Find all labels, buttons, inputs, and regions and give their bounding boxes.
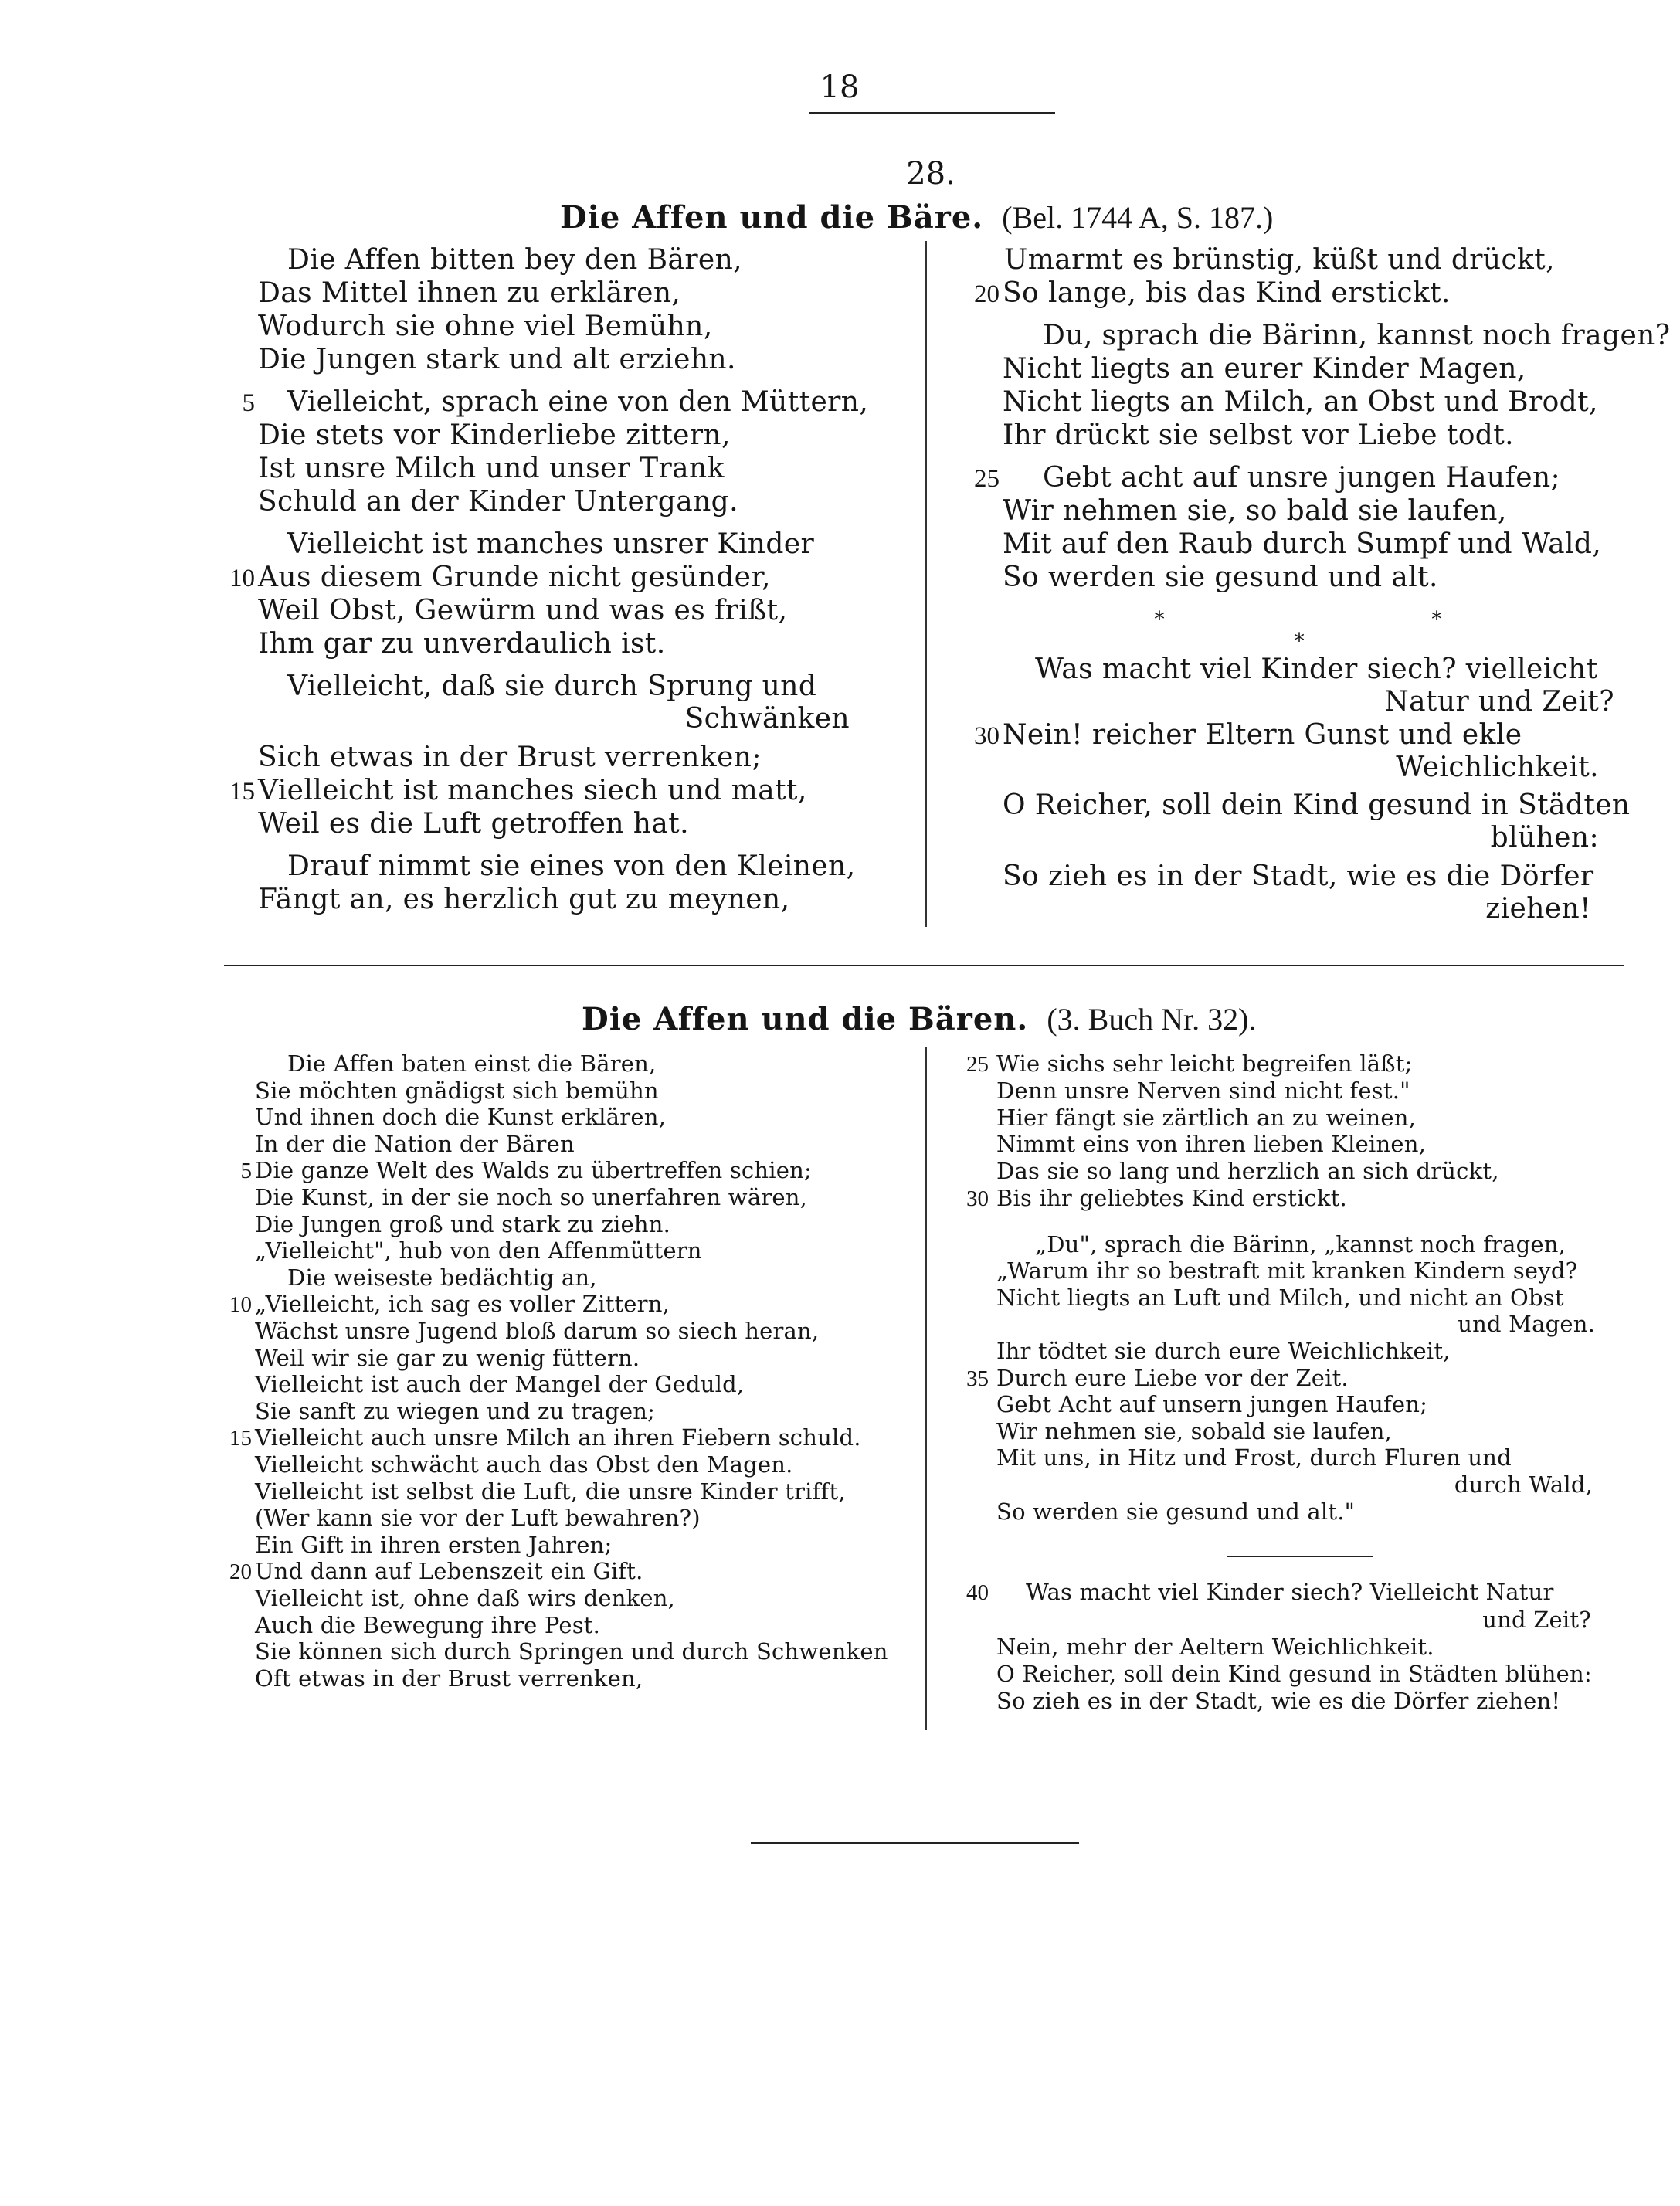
line-number: 20 [974,280,1000,308]
verse-line: Nicht liegts an Luft und Milch, und nicht an Obst [996,1285,1564,1311]
verse-line: So werden sie gesund und alt. [1003,562,1438,593]
verse-line: So zieh es in der Stadt, wie es die Dörfer ziehen! [996,1688,1561,1714]
verse-line: Die Affen baten einst die Bären, [287,1050,657,1077]
line-number: 10 [229,565,255,592]
verse-line: Vielleicht ist selbst die Luft, die unsre Kinder trifft, [255,1478,846,1505]
verse-line: blühen: [1490,822,1599,854]
verse-line: „Vielleicht", hub von den Affenmüttern [255,1237,702,1264]
page-number: 18 [820,70,860,105]
line-number: 5 [240,1159,252,1184]
verse-line: Ihr tödtet sie durch eure Weichlichkeit, [996,1338,1451,1364]
line-number: 25 [966,1052,989,1077]
section-divider [224,965,1624,966]
poem1-column-divider [925,241,927,927]
verse-line: Wie sichs sehr leicht begreifen läßt; [996,1050,1413,1077]
header-rule [809,112,1055,114]
verse-line: Das sie so lang und herzlich an sich drückt, [996,1158,1499,1184]
verse-line: und Zeit? [1482,1607,1591,1633]
line-number: 30 [974,722,1000,750]
poem2-reference: (3. Buch Nr. 32). [1047,1002,1257,1037]
verse-line: Gebt acht auf unsre jungen Haufen; [1043,462,1561,494]
verse-line: Vielleicht ist, ohne daß wirs denken, [255,1585,676,1611]
verse-line: Mit uns, in Hitz und Frost, durch Fluren und [996,1444,1512,1471]
verse-line: Weil wir sie gar zu wenig füttern. [255,1344,640,1371]
verse-line: Was macht viel Kinder siech? Vielleicht Natur [1026,1579,1554,1605]
verse-line: Nicht liegts an Milch, an Obst und Brodt, [1003,386,1598,418]
verse-line: Gebt Acht auf unsern jungen Haufen; [996,1391,1428,1417]
verse-line: Denn unsre Nerven sind nicht fest." [996,1078,1410,1104]
line-number: 30 [966,1186,989,1211]
poem1-title-line [560,199,1273,236]
verse-line: Bis ihr geliebtes Kind erstickt. [996,1185,1347,1211]
line-number: 15 [229,1426,252,1451]
verse-line: Weil Obst, Gewürm und was es frißt, [258,595,788,626]
asterisk: * [1431,606,1442,632]
verse-line: und Magen. [1458,1311,1595,1337]
verse-line: So lange, bis das Kind erstickt. [1003,277,1451,309]
verse-line: Nein! reicher Eltern Gunst und ekle [1003,719,1522,751]
verse-line: Sich etwas in der Brust verrenken; [258,742,762,773]
poem2-title: Die Affen und die Bären. [582,1001,1029,1037]
verse-line: Wir nehmen sie, sobald sie laufen, [996,1418,1393,1444]
line-number: 5 [242,389,255,417]
verse-line: Natur und Zeit? [1384,686,1614,718]
poem2-column-divider [925,1047,927,1730]
line-number: 35 [966,1366,989,1391]
verse-line: Hier fängt sie zärtlich an zu weinen, [996,1105,1417,1131]
verse-line: Wodurch sie ohne viel Bemühn, [258,311,713,342]
verse-line: Oft etwas in der Brust verrenken, [255,1665,643,1692]
verse-line: Vielleicht schwächt auch das Obst den Magen. [255,1451,793,1478]
asterisk: * [1154,606,1165,632]
verse-line: O Reicher, soll dein Kind gesund in Städten [1003,789,1631,821]
verse-line: Die Kunst, in der sie noch so unerfahren wären, [255,1184,808,1210]
verse-line: O Reicher, soll dein Kind gesund in Städten blühen: [996,1661,1592,1687]
verse-line: ziehen! [1485,893,1591,925]
footer-rule [751,1842,1079,1844]
verse-line: „Warum ihr so bestraft mit kranken Kindern seyd? [996,1257,1578,1284]
verse-line: So zieh es in der Stadt, wie es die Dörfer [1003,860,1594,892]
poem2-title-line [582,1001,1256,1037]
verse-line: Sie möchten gnädigst sich bemühn [255,1077,659,1104]
verse-line: Vielleicht, daß sie durch Sprung und [287,670,817,702]
verse-line: Nicht liegts an eurer Kinder Magen, [1003,353,1526,385]
verse-line: Mit auf den Raub durch Sumpf und Wald, [1003,528,1602,560]
poem1-title: Die Affen und die Bäre. [560,199,984,236]
verse-line: Ist unsre Milch und unser Trank [258,453,725,484]
verse-line: Ihr drückt sie selbst vor Liebe todt. [1003,419,1514,451]
verse-line: Wächst unsre Jugend bloß darum so siech heran, [255,1318,820,1344]
verse-line: Weil es die Luft getroffen hat. [258,808,689,840]
verse-line: In der die Nation der Bären [255,1130,575,1157]
verse-line: Das Mittel ihnen zu erklären, [258,277,681,309]
verse-line: Durch eure Liebe vor der Zeit. [996,1365,1349,1391]
verse-line: Was macht viel Kinder siech? vielleicht [1035,653,1598,685]
line-number: 20 [229,1559,252,1585]
line-number: 25 [974,465,1000,493]
line-number: 40 [966,1580,989,1605]
poem1-reference: (Bel. 1744 A, S. 187.) [1002,200,1274,235]
verse-line: Aus diesem Grunde nicht gesünder, [258,562,771,593]
verse-line: „Vielleicht, ich sag es voller Zittern, [255,1291,670,1318]
verse-line: Und ihnen doch die Kunst erklären, [255,1104,666,1131]
verse-line: Vielleicht ist manches unsrer Kinder [287,528,815,560]
poem-number: 28. [906,156,955,192]
verse-line: Ein Gift in ihren ersten Jahren; [255,1531,613,1558]
verse-line: Nimmt eins von ihren lieben Kleinen, [996,1131,1426,1157]
verse-line: Die Affen bitten bey den Bären, [287,244,743,276]
verse-line: So werden sie gesund und alt." [996,1498,1356,1525]
verse-line: Die weiseste bedächtig an, [287,1264,597,1291]
line-number: 15 [229,778,255,806]
verse-line: Ihm gar zu unverdaulich ist. [258,628,666,660]
verse-line: Drauf nimmt sie eines von den Kleinen, [287,850,856,882]
verse-line: (Wer kann sie vor der Luft bewahren?) [255,1505,701,1532]
verse-line: Vielleicht ist auch der Mangel der Geduld, [255,1371,745,1398]
verse-line: Die stets vor Kinderliebe zittern, [258,419,731,451]
verse-line: Auch die Bewegung ihre Pest. [255,1611,601,1638]
verse-line: „Du", sprach die Bärinn, „kannst noch fragen, [1035,1231,1566,1257]
asterisk: * [1294,628,1305,653]
verse-line: Vielleicht ist manches siech und matt, [258,775,807,806]
verse-line: Vielleicht, sprach eine von den Müttern, [287,386,869,418]
verse-line: Schwänken [684,703,850,735]
line-number: 10 [229,1292,252,1318]
verse-line: Fängt an, es herzlich gut zu meynen, [258,884,790,915]
verse-line: Schuld an der Kinder Untergang. [258,486,738,518]
verse-line: Umarmt es brünstig, küßt und drückt, [1004,244,1555,276]
verse-line: Vielleicht auch unsre Milch an ihren Fiebern schuld. [255,1424,861,1451]
stanza-separator-rule [1227,1556,1373,1557]
verse-line: Sie sanft zu wiegen und zu tragen; [255,1397,656,1424]
verse-line: Die ganze Welt des Walds zu übertreffen schien; [255,1157,812,1184]
verse-line: Nein, mehr der Aeltern Weichlichkeit. [996,1634,1434,1660]
verse-line: durch Wald, [1454,1471,1593,1498]
verse-line: Die Jungen groß und stark zu ziehn. [255,1210,671,1237]
verse-line: Sie können sich durch Springen und durch Schwenken [255,1638,888,1665]
verse-line: Und dann auf Lebenszeit ein Gift. [255,1558,643,1585]
verse-line: Die Jungen stark und alt erziehn. [258,344,736,375]
verse-line: Du, sprach die Bärinn, kannst noch fragen? [1043,320,1671,351]
verse-line: Weichlichkeit. [1396,752,1599,783]
verse-line: Wir nehmen sie, so bald sie laufen, [1003,495,1507,527]
